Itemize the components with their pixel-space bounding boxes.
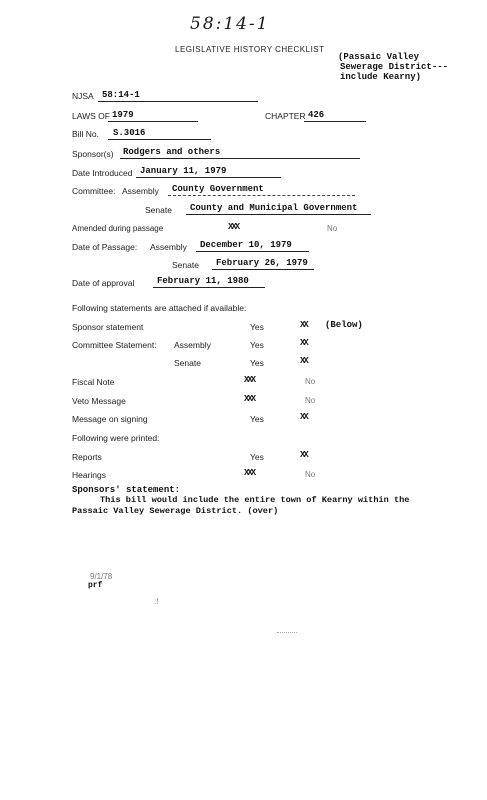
- laws-of-label: LAWS OF: [72, 111, 110, 121]
- stray-mark: :!: [154, 597, 159, 606]
- amended-mark: XXX: [228, 222, 239, 232]
- sponsor-statement-below-note: (Below): [325, 320, 363, 330]
- bill-number-value: S.3016: [113, 128, 146, 138]
- footer-initials: prf: [88, 581, 103, 590]
- date-introduced-value: January 11, 1979: [140, 166, 227, 176]
- committee-senate-value: County and Municipal Government: [190, 203, 358, 213]
- passage-senate-value: February 26, 1979: [216, 258, 308, 268]
- njsa-label: NJSA: [72, 91, 94, 101]
- reports-yes: Yes: [250, 452, 264, 462]
- header-note-line1: (Passaic Valley: [338, 52, 420, 62]
- hearings-label: Hearings: [72, 470, 107, 480]
- message-on-signing-label: Message on signing: [72, 414, 148, 424]
- veto-message-no: No: [305, 396, 316, 405]
- committee-statement-senate-yes: Yes: [250, 358, 264, 368]
- footer-date: 9/1/78: [90, 572, 113, 581]
- approval-value: February 11, 1980: [157, 276, 249, 286]
- committee-assembly-value: County Government: [172, 184, 264, 194]
- committee-statement-assembly-mark: XX: [300, 338, 307, 348]
- chapter-value: 426: [308, 110, 325, 120]
- passage-assembly-label: Assembly: [150, 242, 187, 252]
- fiscal-note-label: Fiscal Note: [72, 377, 115, 387]
- hearings-mark: XXX: [244, 468, 255, 478]
- committee-assembly-label: Assembly: [122, 186, 159, 196]
- committee-statement-senate-mark: XX: [300, 356, 307, 366]
- committee-label: Committee:: [72, 186, 116, 196]
- message-on-signing-yes: Yes: [250, 414, 264, 424]
- sponsor-statement-label: Sponsor statement: [72, 322, 144, 332]
- committee-statement-assembly-label: Assembly: [174, 340, 211, 350]
- sponsors-statement-line1: This bill would include the entire town of Kearny within the: [100, 495, 410, 505]
- passage-senate-label: Senate: [172, 260, 199, 270]
- sponsor-statement-yes: Yes: [250, 322, 264, 332]
- reports-mark: XX: [300, 450, 307, 460]
- sponsors-statement-line2: Passaic Valley Sewerage District. (over): [72, 506, 279, 516]
- handwritten-statute-number: 58:14-1: [190, 14, 270, 34]
- bill-number-label: Bill No.: [72, 129, 99, 139]
- veto-message-label: Veto Message: [72, 396, 126, 406]
- passage-assembly-value: December 10, 1979: [200, 240, 292, 250]
- sponsor-value: Rodgers and others: [123, 147, 221, 157]
- hearings-no: No: [305, 470, 316, 479]
- committee-statement-senate-label: Senate: [174, 358, 201, 368]
- approval-label: Date of approval: [72, 278, 135, 288]
- sponsor-statement-mark: XX: [300, 320, 307, 330]
- committee-statement-assembly-yes: Yes: [250, 340, 264, 350]
- fiscal-note-no: No: [305, 377, 316, 386]
- message-on-signing-mark: XX: [300, 412, 307, 422]
- statements-intro: Following statements are attached if available:: [72, 303, 247, 313]
- passage-label: Date of Passage:: [72, 242, 138, 252]
- sponsor-label: Sponsor(s): [72, 149, 114, 159]
- chapter-label: CHAPTER: [265, 111, 306, 121]
- scan-speck: [277, 632, 297, 633]
- header-note-line3: include Kearny): [340, 72, 422, 82]
- fiscal-note-mark: XXX: [244, 375, 255, 385]
- reports-label: Reports: [72, 452, 102, 462]
- laws-of-value: 1979: [112, 110, 134, 120]
- checklist-title: LEGISLATIVE HISTORY CHECKLIST: [175, 45, 325, 54]
- printed-intro: Following were printed:: [72, 433, 160, 443]
- amended-label: Amended during passage: [72, 224, 164, 233]
- committee-senate-label: Senate: [145, 205, 172, 215]
- amended-no: No: [327, 224, 338, 233]
- date-introduced-label: Date Introduced: [72, 168, 133, 178]
- committee-statement-label: Committee Statement:: [72, 340, 157, 350]
- veto-message-mark: XXX: [244, 394, 255, 404]
- header-note-line2: Sewerage District---: [340, 62, 449, 72]
- sponsors-statement-heading: Sponsors' statement:: [72, 485, 181, 495]
- njsa-value: 58:14-1: [102, 90, 140, 100]
